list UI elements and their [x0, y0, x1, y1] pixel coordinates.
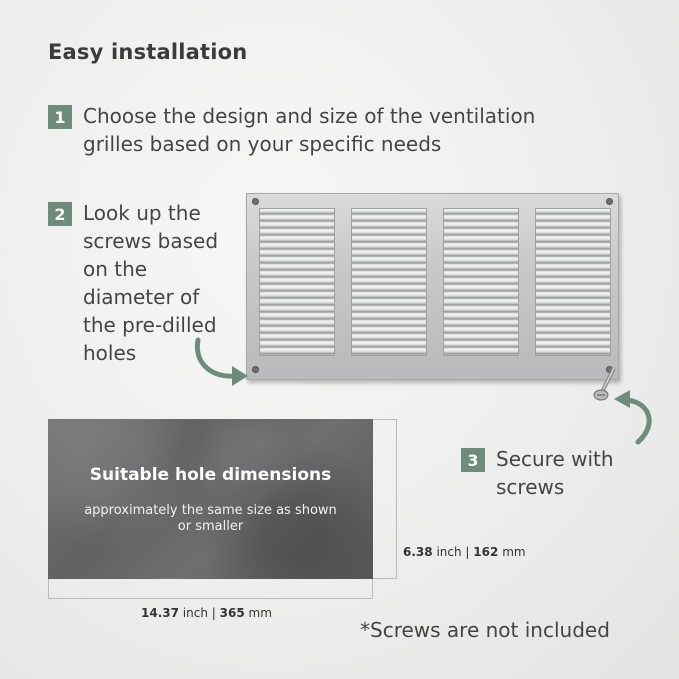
grille-louver-column — [259, 208, 335, 356]
hole-dimensions-subtext-line-2: or smaller — [177, 519, 244, 534]
step-2-badge: 2 — [48, 202, 72, 226]
grille-louver-column — [351, 208, 427, 356]
hole-dimensions-subtext — [48, 503, 373, 535]
step-1-text — [83, 102, 535, 158]
step-2-line-6: holes — [83, 341, 137, 365]
step-2-line-5: the pre-dilled — [83, 313, 217, 337]
hole-dimensions-heading: Suitable hole dimensions — [89, 465, 332, 485]
step-2-line-1: Look up the — [83, 201, 201, 225]
step-3-badge: 3 — [461, 448, 485, 472]
height-dimension-line — [373, 419, 397, 579]
screw-hole-icon — [606, 198, 613, 205]
screws-not-included-note: *Screws are not included — [360, 618, 610, 642]
step-1-badge: 1 — [48, 105, 72, 129]
step-3-line-2: screws — [496, 475, 565, 499]
hole-dimensions-subtext-line-1: approximately the same size as shown — [84, 503, 337, 518]
width-dimension-line — [48, 579, 373, 599]
height-mm-value: 162 — [473, 545, 499, 559]
step-2-line-2: screws based — [83, 229, 219, 253]
step-3-line-1: Secure with — [496, 447, 614, 471]
height-mm-unit: mm — [502, 545, 526, 559]
width-inch-unit: inch — [182, 606, 208, 620]
step-1-line-2: grilles based on your specific needs — [83, 132, 442, 156]
curved-arrow-icon — [604, 386, 664, 446]
height-inch-value: 6.38 — [403, 545, 433, 559]
height-dimension-label — [403, 545, 526, 559]
step-2-line-4: diameter of — [83, 285, 200, 309]
hole-dimensions-box — [48, 419, 373, 579]
step-3-text — [496, 445, 614, 501]
step-1-line-1: Choose the design and size of the ventilation — [83, 104, 536, 128]
width-dimension-label — [141, 606, 272, 620]
ventilation-grille-image — [246, 193, 619, 380]
screw-hole-icon — [252, 198, 259, 205]
curved-arrow-icon — [190, 336, 250, 388]
width-mm-unit: mm — [248, 606, 272, 620]
width-mm-value: 365 — [219, 606, 245, 620]
grille-louver-column — [443, 208, 519, 356]
page-title: Easy installation — [48, 40, 248, 64]
width-separator: | — [211, 606, 216, 620]
step-2-line-3: on the — [83, 257, 148, 281]
grille-louver-column — [535, 208, 611, 356]
height-inch-unit: inch — [436, 545, 462, 559]
screw-hole-icon — [252, 366, 259, 373]
width-inch-value: 14.37 — [141, 606, 179, 620]
height-separator: | — [465, 545, 470, 559]
